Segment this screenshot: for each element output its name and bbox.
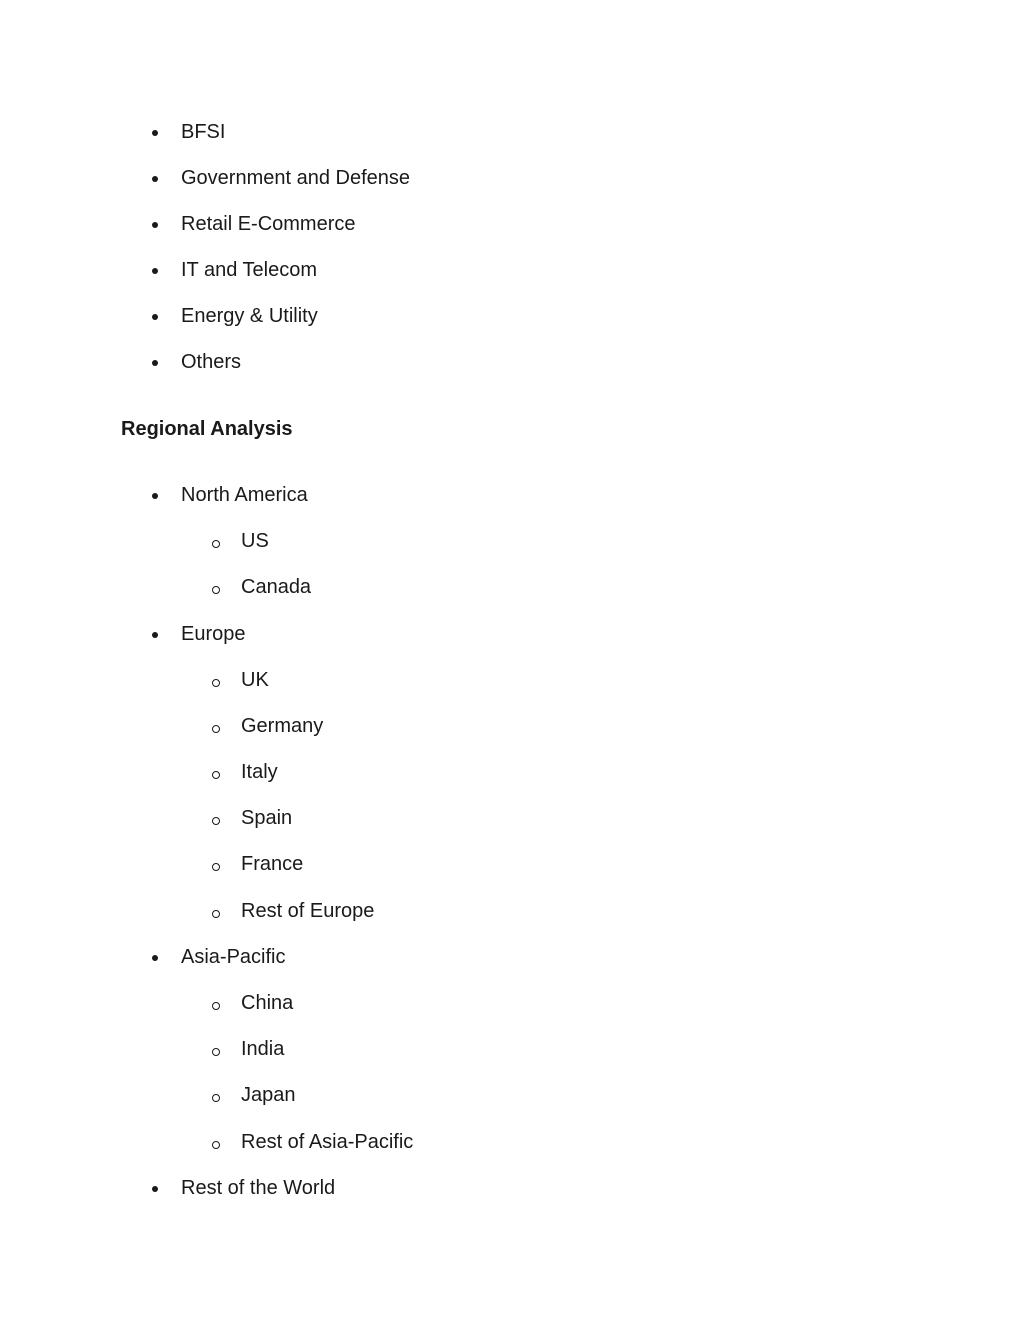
country-label: UK [241, 669, 269, 691]
bullet-icon [150, 480, 160, 510]
bullet-icon [150, 255, 160, 285]
region-label: Rest of the World [181, 1177, 336, 1199]
list-item-label: Government and Defense [181, 167, 411, 189]
country-label: Spain [241, 807, 293, 829]
country-label: Germany [241, 715, 324, 737]
bullet-icon [150, 117, 160, 147]
circle-bullet-icon [210, 1127, 222, 1157]
country-label: Canada [241, 576, 312, 598]
list-item-label: IT and Telecom [181, 259, 318, 281]
section-heading: Regional Analysis [121, 418, 293, 440]
list-item-label: BFSI [181, 121, 226, 143]
circle-bullet-icon [210, 849, 222, 879]
circle-bullet-icon [210, 711, 222, 741]
country-label: Rest of Europe [241, 900, 375, 922]
circle-bullet-icon [210, 1034, 222, 1064]
bullet-icon [150, 301, 160, 331]
circle-bullet-icon [210, 1080, 222, 1110]
region-label: North America [181, 484, 308, 506]
circle-bullet-icon [210, 896, 222, 926]
bullet-icon [150, 347, 160, 377]
region-label: Asia-Pacific [181, 946, 286, 968]
country-label: Japan [241, 1084, 296, 1106]
country-label: US [241, 530, 269, 552]
country-label: France [241, 853, 304, 875]
circle-bullet-icon [210, 572, 222, 602]
bullet-icon [150, 1173, 160, 1203]
circle-bullet-icon [210, 757, 222, 787]
bullet-icon [150, 209, 160, 239]
circle-bullet-icon [210, 988, 222, 1018]
circle-bullet-icon [210, 803, 222, 833]
list-item-label: Energy & Utility [181, 305, 318, 327]
country-label: Rest of Asia-Pacific [241, 1131, 414, 1153]
bullet-icon [150, 163, 160, 193]
country-label: India [241, 1038, 285, 1060]
list-item-label: Retail E-Commerce [181, 213, 356, 235]
list-item-label: Others [181, 351, 242, 373]
circle-bullet-icon [210, 526, 222, 556]
bullet-icon [150, 619, 160, 649]
region-label: Europe [181, 623, 246, 645]
country-label: China [241, 992, 294, 1014]
country-label: Italy [241, 761, 278, 783]
circle-bullet-icon [210, 665, 222, 695]
bullet-icon [150, 942, 160, 972]
